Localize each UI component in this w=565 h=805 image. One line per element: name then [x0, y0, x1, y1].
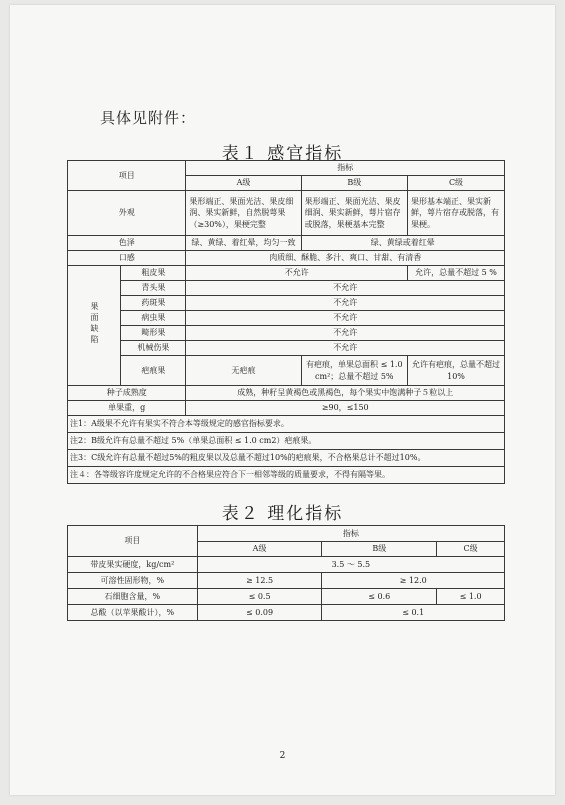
cell: 肉质细、酥脆、多汁、爽口、甘甜、有清香 — [186, 251, 505, 266]
row-label: 病虫果 — [121, 311, 186, 326]
header-item: 项目 — [68, 526, 198, 557]
header-index: 指标 — [197, 526, 504, 542]
header-grade-c: C级 — [408, 176, 505, 191]
table-row — [68, 281, 505, 296]
row-label: 种子成熟度 — [68, 386, 186, 401]
table-row — [68, 296, 505, 311]
header-grade-a: A级 — [197, 542, 322, 557]
row-label: 单果重，g — [68, 401, 186, 416]
cell: ≤ 1.0 — [437, 589, 505, 605]
table-row — [68, 401, 505, 416]
table-row — [68, 236, 505, 251]
row-label: 口感 — [68, 251, 186, 266]
cell: 绿、黄绿、着红晕，均匀一致 — [186, 236, 301, 251]
cell: ≤ 0.5 — [197, 589, 322, 605]
cell: 绿、黄绿或着红晕 — [301, 236, 504, 251]
row-label: 畸形果 — [121, 326, 186, 341]
cell: ≥90，≤150 — [186, 401, 505, 416]
table-row — [68, 450, 505, 467]
table-row — [68, 605, 505, 621]
table-row — [68, 589, 505, 605]
intro-text: 具体见附件： — [100, 109, 197, 127]
cell: 果形基本端正、果实新鲜，萼片宿存或脱落，有果梗。 — [408, 191, 505, 236]
row-label: 总酸（以苹果酸计），% — [68, 605, 198, 621]
row-label: 可溶性固形物，% — [68, 573, 198, 589]
table-row — [68, 341, 505, 356]
cell: ≤ 0.6 — [322, 589, 437, 605]
physicochemical-index-table — [67, 525, 505, 621]
cell: 不允许 — [186, 266, 408, 281]
cell: 允许有疤痕，总量不超过10% — [408, 356, 505, 386]
cell: 允许，总量不超过 5 % — [408, 266, 505, 281]
row-label: 粗皮果 — [121, 266, 186, 281]
row-label: 外观 — [68, 191, 186, 236]
header-index: 指标 — [186, 161, 505, 176]
table-row — [68, 356, 505, 386]
cell: 不允许 — [186, 281, 505, 296]
row-label: 药斑果 — [121, 296, 186, 311]
row-label: 疤痕果 — [121, 356, 186, 386]
row-label: 机械伤果 — [121, 341, 186, 356]
row-label: 青头果 — [121, 281, 186, 296]
row-label: 石细胞含量，% — [68, 589, 198, 605]
header-grade-c: C级 — [437, 542, 505, 557]
cell: ≥ 12.5 — [197, 573, 322, 589]
cell: 不允许 — [186, 341, 505, 356]
cell: 有疤痕，单果总面积 ≤ 1.0 cm²；总量不超过 5% — [301, 356, 407, 386]
cell: ≤ 0.1 — [322, 605, 505, 621]
note-4: 注４：各等级容许度规定允许的不合格果应符合下一相邻等级的质量要求，不得有隔等果。 — [68, 467, 505, 484]
cell: 不允许 — [186, 326, 505, 341]
header-grade-b: B级 — [322, 542, 437, 557]
table-row — [68, 326, 505, 341]
table-row — [68, 433, 505, 450]
page-number: 2 — [279, 751, 286, 761]
table-row — [68, 251, 505, 266]
table-row — [68, 161, 505, 176]
cell: 不允许 — [186, 296, 505, 311]
cell: 果形端正、果面光洁、果皮细润、果实新鲜，自然脱萼果（≥30%），果梗完整 — [186, 191, 301, 236]
table-row — [68, 573, 505, 589]
defect-group-label: 果面缺陷 — [68, 266, 121, 386]
header-item: 项目 — [68, 161, 186, 191]
row-label: 带皮果实硬度，kg/cm² — [68, 557, 198, 573]
cell: 3.5 ～ 5.5 — [197, 557, 504, 573]
cell: ≥ 12.0 — [322, 573, 505, 589]
cell: 无疤痕 — [186, 356, 301, 386]
note-1: 注1：A级果不允许有果实不符合本等级规定的感官指标要求。 — [68, 416, 505, 433]
table-row — [68, 467, 505, 484]
cell: 不允许 — [186, 311, 505, 326]
table-row — [68, 416, 505, 433]
table-row — [68, 266, 505, 281]
cell: ≤ 0.09 — [197, 605, 322, 621]
table-row — [68, 311, 505, 326]
row-label: 色泽 — [68, 236, 186, 251]
note-3: 注3：C级允许有总量不超过5%的粗皮果以及总量不超过10%的疤痕果，不合格果总计不超过10%。 — [68, 450, 505, 467]
header-grade-a: A级 — [186, 176, 301, 191]
header-grade-b: B级 — [301, 176, 407, 191]
document-page — [10, 5, 555, 795]
cell: 果形端正、果面光洁、果皮细润、果实新鲜，萼片宿存或脱落，果梗基本完整 — [301, 191, 407, 236]
sensory-index-table — [67, 160, 505, 484]
note-2: 注2：B级允许有总量不超过 5%（单果总面积 ≤ 1.0 cm2）疤痕果。 — [68, 433, 505, 450]
table-row — [68, 557, 505, 573]
table2-caption: 表２ 理化指标 — [221, 504, 344, 524]
table1-caption: 表１ 感官指标 — [221, 144, 344, 164]
table-row — [68, 386, 505, 401]
table-row — [68, 526, 505, 542]
table-row — [68, 191, 505, 236]
cell: 成熟，种籽呈黄褐色或黑褐色，每个果实中饱满种子５粒以上 — [186, 386, 505, 401]
